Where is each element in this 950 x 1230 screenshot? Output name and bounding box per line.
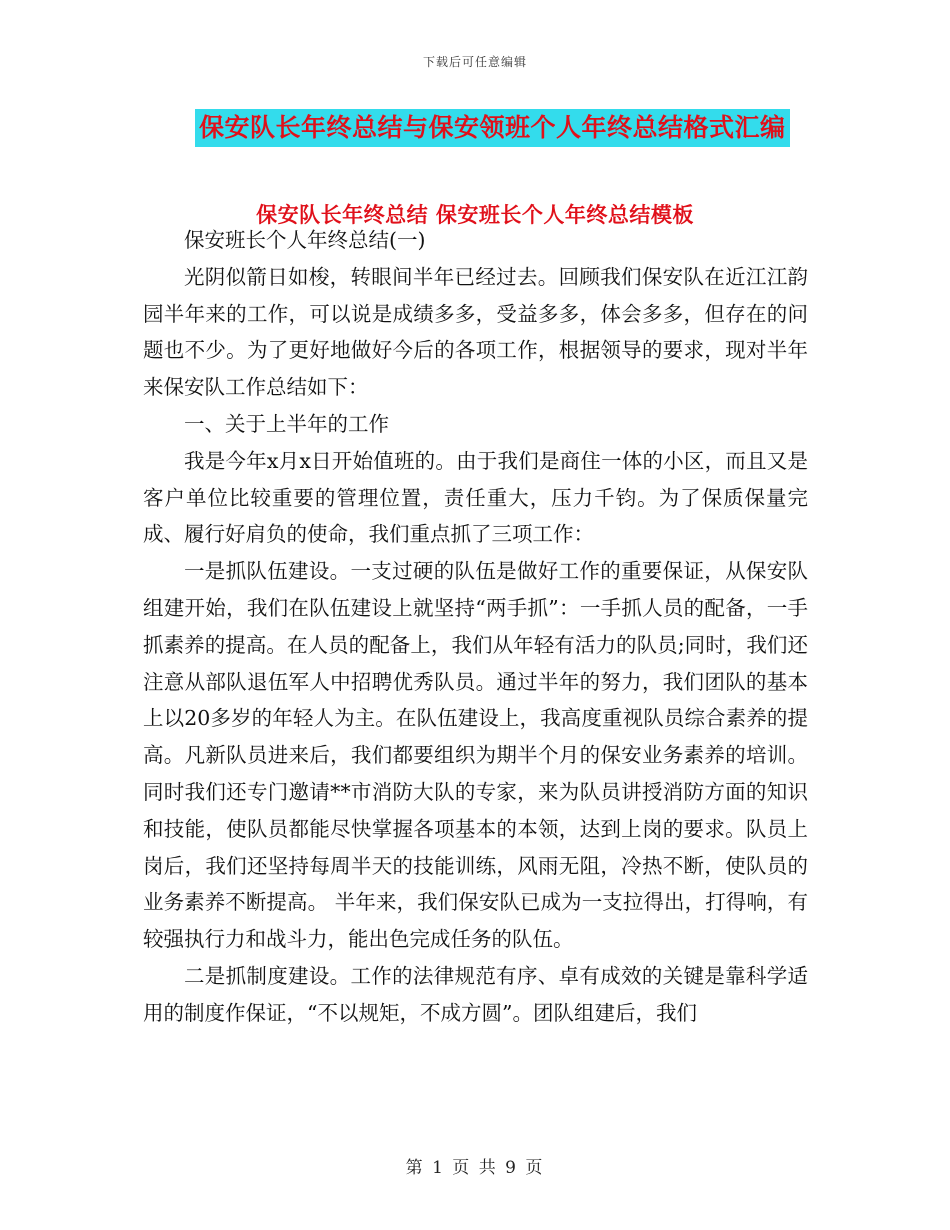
header-note: 下载后可任意编辑: [422, 55, 527, 69]
document-subtitle: 保安队长年终总结 保安班长个人年终总结模板: [256, 203, 694, 227]
document-title-highlight: [195, 109, 790, 147]
section-heading: 保安班长个人年终总结(一): [184, 228, 426, 252]
page-footer: 第 1 页 共 9 页: [405, 1158, 545, 1178]
section-heading: 一、关于上半年的工作: [184, 411, 389, 436]
body-paragraph: 二是抓制度建设。工作的法律规范有序、卓有成效的关键是靠科学适用的制度作保证，“不以规矩，不成方圆”。团队组建后，我们: [143, 963, 808, 1025]
body-paragraph: 光阴似箭日如梭，转眼间半年已经过去。回顾我们保安队在近江江韵园半年来的工作，可以说是成绩多多，受益多多，体会多多，但存在的问题也不少。为了更好地做好今后的各项工作，根据领导的要求，现对半年来保安队工作总结如下：: [143, 264, 808, 400]
document-title: 保安队长年终总结与保安领班个人年终总结格式汇编: [199, 113, 786, 142]
document-body: [143, 222, 808, 1032]
body-paragraph: 我是今年x月x日开始值班的。由于我们是商住一体的小区，而且又是客户单位比较重要的管理位置，责任重大，压力千钧。为了保质保量完成、履行好肩负的使命，我们重点抓了三项工作：: [143, 448, 808, 547]
body-paragraph: 一是抓队伍建设。一支过硬的队伍是做好工作的重要保证，从保安队组建开始，我们在队伍建设上就坚持“两手抓”：一手抓人员的配备，一手抓素养的提高。在人员的配备上，我们从年轻有活力的队员;同时，我们还注意从部队退伍军人中招聘优秀队员。通过半年的努力，我们团队的基本上以20多岁的年轻人为主。在队伍建设上，我高度重视队员综合素养的提高。凡新队员进来后，我们都要组织为期半个月的保安业务素养的培训。同时我们还专门邀请**市消防大队的专家，来为队员讲授消防方面的知识和技能，使队员都能尽快掌握各项基本的本领，达到上岗的要求。队员上岗后，我们还坚持每周半天的技能训练，风雨无阻，冷热不断，使队员的业务素养不断提高。 半年来，我们保安队已成为一支拉得出，打得响，有较强执行力和战斗力，能出色完成任务的队伍。: [143, 559, 808, 952]
